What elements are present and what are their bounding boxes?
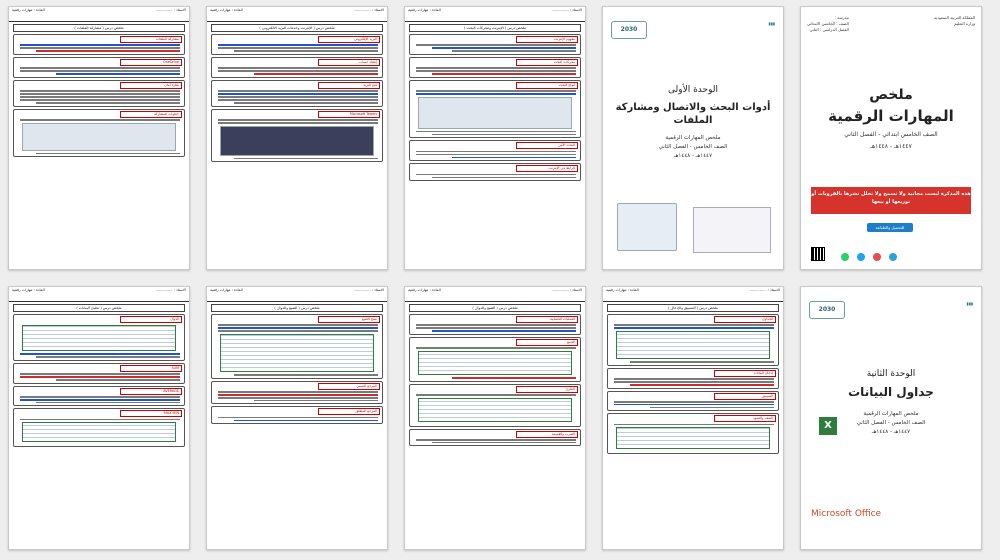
section-title: العمليات الحسابية <box>516 316 578 323</box>
section <box>409 163 581 181</box>
page-header <box>405 7 585 22</box>
section-title: MAX MIN <box>120 410 182 417</box>
section-title: الرابط في الإنترنت <box>516 165 578 172</box>
excel-icon: X <box>819 417 837 435</box>
follow-button[interactable] <box>867 223 913 232</box>
page-lesson-functions <box>8 286 190 550</box>
page-lesson-sharing <box>8 6 190 270</box>
spreadsheet-screenshot <box>418 398 572 422</box>
section-title: الجمع <box>516 339 578 346</box>
section-title: إنشاء حساب <box>318 59 380 66</box>
section <box>13 34 185 55</box>
teams-screenshot <box>220 126 374 156</box>
unit-grade: الصف الخامس - الفصل الثاني <box>658 144 728 150</box>
section <box>607 314 779 366</box>
cover-subtitle: الصف الخامس ابتدائي - الفصل الثاني <box>844 131 938 138</box>
page-lesson-references <box>206 286 388 550</box>
cover-header-left <box>807 15 849 33</box>
page-lesson-email <box>206 6 388 270</box>
spreadsheet-screenshot <box>418 351 572 375</box>
telegram-icon <box>889 253 897 261</box>
unit-grade: الصف الخامس - الفصل الثاني <box>856 420 926 426</box>
warning-banner <box>811 187 971 214</box>
youtube-icon <box>873 253 881 261</box>
teacher-label: الاستاذ : ............... <box>155 8 186 12</box>
section <box>409 80 581 139</box>
section <box>13 314 185 361</box>
ministry-text: وزارة التعليم <box>954 21 975 26</box>
section <box>607 368 779 389</box>
section-title: البريد الإلكتروني <box>318 36 380 43</box>
office-text: Microsoft Office <box>811 509 882 519</box>
vision-text: 2030 <box>620 26 638 33</box>
cover-year: ١٤٤٧هـ - ١٤٤٨هـ <box>870 143 912 150</box>
twitter-icon <box>857 253 865 261</box>
page-header <box>207 7 387 22</box>
section-title: مشاركة الملفات <box>120 36 182 43</box>
spreadsheet-screenshot <box>220 334 374 372</box>
section <box>409 337 581 382</box>
cover-summary-word: ملخص <box>869 87 913 103</box>
section <box>409 429 581 447</box>
qr-code <box>811 247 825 261</box>
lesson-bar: ملخص درس ( تحليل البيانات ) <box>13 304 185 312</box>
section-title: المرجع النسبي <box>318 383 380 390</box>
office-logo <box>811 509 881 519</box>
sharing-screenshot <box>22 123 176 151</box>
section <box>607 391 779 412</box>
section <box>211 314 383 379</box>
diagram-image <box>418 97 572 129</box>
section-title: نسخ الصيغ <box>318 316 380 323</box>
section <box>211 34 383 55</box>
section-title: الطرح <box>516 386 578 393</box>
unit-title: أدوات البحث والاتصال ومشاركة الملفات <box>615 102 771 126</box>
spreadsheet-screenshot <box>22 422 176 442</box>
section <box>211 57 383 78</box>
cover-subject-title: المهارات الرقمية <box>828 107 954 125</box>
section <box>607 413 779 454</box>
teacher-label: الاستاذ : ............... <box>551 8 582 12</box>
section-title: نظرة أمان <box>120 82 182 89</box>
page-header <box>603 287 783 302</box>
section <box>409 34 581 55</box>
unit-label: الوحدة الأولى <box>668 85 718 95</box>
section-title: SUM <box>120 365 182 372</box>
page-cover-unit1 <box>602 6 784 270</box>
unit-subtitle: ملخص المهارات الرقمية <box>665 135 721 141</box>
devices-illustration <box>617 203 677 251</box>
subject-label: المادة : مهارات رقمية <box>606 288 639 292</box>
lesson-bar: ملخص درس ( التنسيق والإدخال ) <box>607 304 779 312</box>
section-title: AVERAGE <box>120 388 182 395</box>
cover-header-right <box>934 15 975 27</box>
subject-label: المادة : مهارات رقمية <box>408 8 441 12</box>
section-title: Microsoft Teams <box>318 111 380 118</box>
section <box>13 57 185 78</box>
page-lesson-formulas <box>404 286 586 550</box>
warning-text: هذه المذكرة ليست مجانية ولا نسمح ولا نحلل نشرها بالقروبات أو توزيعها أو بيعها <box>811 191 971 205</box>
section-title: محركات البحث <box>516 59 578 66</box>
spreadsheet-screenshot <box>22 325 176 351</box>
section <box>211 406 383 424</box>
lesson-bar: ملخص درس ( الصيغ والدوال ) <box>211 304 383 312</box>
section-title: الصف والعمود <box>714 415 776 422</box>
page-header <box>9 287 189 302</box>
whatsapp-icon <box>841 253 849 261</box>
unit-year: ١٤٤٧هـ - ١٤٤٨هـ <box>673 153 713 159</box>
page-lesson-internet <box>404 6 586 270</box>
section <box>13 408 185 447</box>
page-header <box>9 7 189 22</box>
spreadsheet-screenshot <box>616 427 770 449</box>
page-cover-main <box>800 6 982 270</box>
section <box>409 314 581 335</box>
section <box>13 109 185 158</box>
lesson-bar: ملخص درس ( الإنترنت وخدمات البريد الالكتروني ) <box>211 24 383 32</box>
ministry-logo: ▮▮▮ <box>768 21 775 26</box>
subject-label: المادة : مهارات رقمية <box>210 8 243 12</box>
lesson-bar: ملخص درس ( الإنترنت ومحركات البحث ) <box>409 24 581 32</box>
section <box>211 80 383 107</box>
school-label: مدرسة : <box>834 15 849 20</box>
section <box>409 57 581 78</box>
subject-label: المادة : مهارات رقمية <box>408 288 441 292</box>
page-lesson-tables <box>602 286 784 550</box>
unit-subtitle: ملخص المهارات الرقمية <box>863 411 919 417</box>
grade-line: الصف : الخامس الابتدائي <box>807 21 849 26</box>
vision-text: 2030 <box>818 306 836 313</box>
vision-logo <box>809 301 845 319</box>
section-title: OneDrive <box>120 59 182 66</box>
subject-label: المادة : مهارات رقمية <box>12 8 45 12</box>
vision-logo <box>611 21 647 39</box>
section <box>13 363 185 384</box>
section-title: الجداول <box>714 316 776 323</box>
page-header <box>405 287 585 302</box>
page-cover-unit2 <box>800 286 982 550</box>
teacher-label: الاستاذ : ............... <box>353 8 384 12</box>
section-title: المرجع المطلق <box>318 408 380 415</box>
follow-label: للتحميل والطباعة <box>875 225 905 230</box>
teacher-label: الاستاذ : ............... <box>551 288 582 292</box>
section-title: التنسيق <box>714 393 776 400</box>
unit-label: الوحدة الثانية <box>866 369 916 379</box>
kingdom-text: المملكة العربية السعودية <box>933 15 975 20</box>
unit-title: جداول البيانات <box>848 385 934 399</box>
section-title: مفهوم الإنترنت <box>516 36 578 43</box>
teacher-label: الاستاذ : ............... <box>353 288 384 292</box>
unit-year: ١٤٤٧هـ - ١٤٤٨هـ <box>871 429 911 435</box>
lesson-bar: ملخص درس ( الصيغ والدوال ) <box>409 304 581 312</box>
section <box>13 386 185 407</box>
section <box>211 381 383 405</box>
section-title: أنواع البحث <box>516 82 578 89</box>
screen-illustration <box>693 207 771 253</box>
teacher-label: الاستاذ : ............... <box>749 288 780 292</box>
ministry-logo: ▮▮▮ <box>966 301 973 306</box>
section <box>13 80 185 107</box>
term-line: الفصل الدراسي : الثاني <box>809 27 849 32</box>
spreadsheet-screenshot <box>616 331 770 359</box>
teacher-label: الاستاذ : ............... <box>155 288 186 292</box>
lesson-bar: ملخص درس ( مشاركة الملفات ) <box>13 24 185 32</box>
section-title: خطوات المشاركة <box>120 111 182 118</box>
section-title: الدوال <box>120 316 182 323</box>
subject-label: المادة : مهارات رقمية <box>210 288 243 292</box>
subject-label: المادة : مهارات رقمية <box>12 288 45 292</box>
section-title: البحث الآمن <box>516 142 578 149</box>
section <box>211 109 383 163</box>
page-header <box>207 287 387 302</box>
section <box>409 384 581 427</box>
section-title: الضرب والقسمة <box>516 431 578 438</box>
section <box>409 140 581 161</box>
section-title: إدخال البيانات <box>714 370 776 377</box>
section-title: فتح البريد <box>318 82 380 89</box>
